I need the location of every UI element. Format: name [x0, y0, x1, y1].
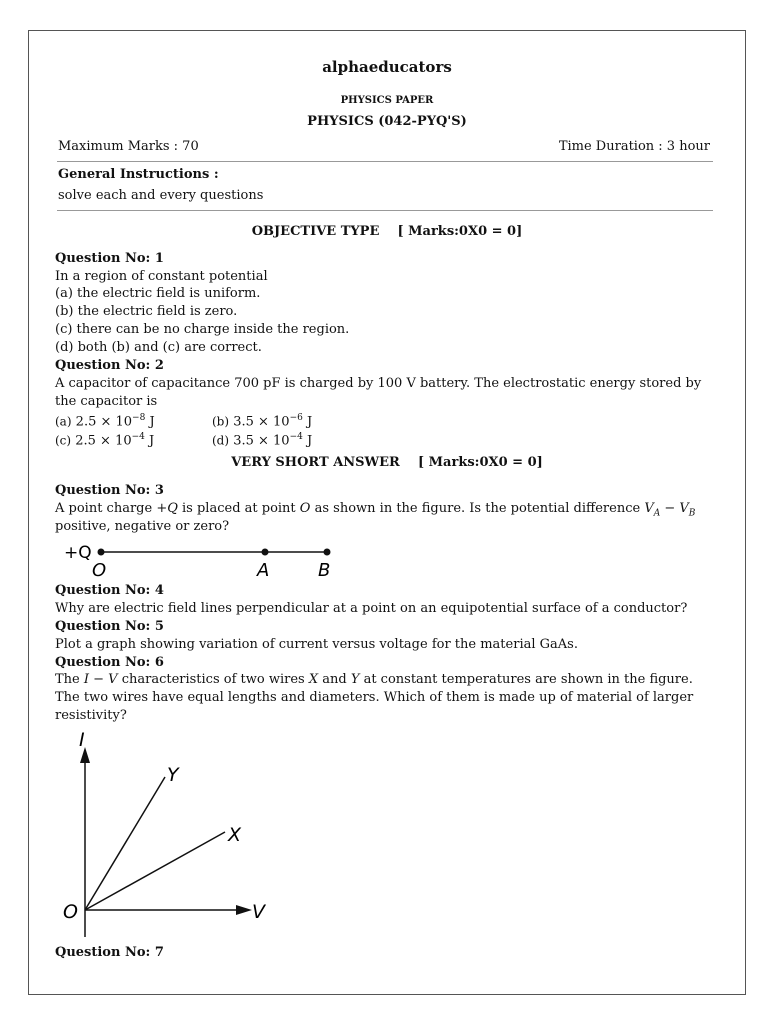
- option-label: (c): [55, 433, 72, 448]
- instructions-heading: General Instructions :: [58, 167, 219, 182]
- point-o-dot: [98, 549, 105, 556]
- v-axis-arrow-icon: [236, 905, 252, 915]
- option-unit: J: [144, 433, 155, 449]
- question-label: Question No: 5: [55, 619, 164, 634]
- line-x: [85, 832, 225, 910]
- math-va: V: [644, 501, 654, 516]
- max-marks: Maximum Marks : 70: [58, 139, 199, 154]
- option-unit: J: [302, 414, 313, 430]
- section-marks: [ Marks:0X0 = 0]: [417, 455, 543, 470]
- line-y: [85, 777, 165, 910]
- question-label: Question No: 3: [55, 483, 164, 498]
- math-vb: V: [679, 501, 689, 516]
- question-text: resistivity?: [55, 708, 127, 723]
- question-text: Why are electric field lines perpendicular at a point on an equipotential surface of a conductor?: [55, 601, 688, 616]
- text-fragment: is placed at point: [177, 501, 300, 516]
- section-marks: [ Marks:0X0 = 0]: [397, 224, 523, 239]
- question-label: Question No: 7: [55, 945, 164, 960]
- fig-o-label: O: [63, 901, 78, 923]
- option-label: (b): [212, 414, 230, 429]
- option-b: (b) the electric field is zero.: [55, 304, 238, 319]
- math-sub: B: [688, 508, 696, 519]
- paper-title: PHYSICS (042-PYQ'S): [307, 114, 467, 129]
- option-exponent: −4: [289, 432, 303, 442]
- section-title: VERY SHORT ANSWER: [231, 455, 400, 470]
- option-d: [212, 429, 312, 449]
- option-value: 2.5 × 10: [75, 433, 132, 449]
- fig-v-label: V: [252, 901, 265, 923]
- option-label: (d): [212, 433, 230, 448]
- time-duration: Time Duration : 3 hour: [558, 139, 710, 154]
- question-text: the capacitor is: [55, 394, 158, 409]
- question-text: Plot a graph showing variation of current versus voltage for the material GaAs.: [55, 637, 578, 652]
- question-text: positive, negative or zero?: [55, 519, 230, 534]
- fig-i-label: I: [79, 729, 85, 751]
- math-point: O: [299, 501, 311, 516]
- option-c: (c) there can be no charge inside the region.: [55, 322, 350, 337]
- text-fragment: and: [318, 672, 351, 687]
- question-label: Question No: 1: [55, 251, 164, 266]
- text-fragment: at constant temperatures are shown in the figure.: [359, 672, 693, 687]
- math-x: X: [308, 672, 319, 687]
- divider: [57, 161, 713, 162]
- iv-graph-figure: [55, 727, 285, 943]
- option-unit: J: [145, 414, 155, 430]
- section-very-short: [28, 455, 746, 470]
- option-value: 3.5 × 10: [233, 414, 290, 430]
- question-label: Question No: 2: [55, 358, 164, 373]
- fig-a-label: A: [257, 560, 270, 581]
- text-fragment: characteristics of two wires: [117, 672, 309, 687]
- math-charge: +Q: [156, 501, 178, 516]
- option-unit: J: [302, 433, 313, 449]
- fig-y-label: Y: [167, 764, 179, 786]
- option-exponent: −6: [289, 413, 303, 423]
- fig-o-label: O: [92, 560, 107, 581]
- charge-line-figure: [60, 538, 350, 584]
- question-label: Question No: 4: [55, 583, 164, 598]
- option-b: [212, 410, 312, 430]
- math-iv: I − V: [83, 672, 118, 687]
- text-fragment: A point charge: [55, 501, 157, 516]
- option-label: (a): [55, 414, 72, 429]
- option-a: [55, 410, 155, 430]
- option-c: [55, 429, 154, 449]
- institute-name: alphaeducators: [322, 58, 452, 76]
- point-b-dot: [324, 549, 331, 556]
- math-sub: A: [653, 508, 661, 519]
- section-objective: [28, 224, 746, 239]
- option-a: (a) the electric field is uniform.: [55, 286, 261, 301]
- question-label: Question No: 6: [55, 655, 164, 670]
- question-text: [55, 671, 693, 688]
- fig-charge-label: +Q: [64, 543, 92, 563]
- paper-label: PHYSICS PAPER: [340, 95, 434, 106]
- fig-b-label: B: [318, 560, 331, 581]
- option-value: 3.5 × 10: [233, 433, 290, 449]
- section-title: OBJECTIVE TYPE: [251, 224, 380, 239]
- math-y: Y: [350, 672, 360, 687]
- instructions-text: solve each and every questions: [58, 188, 264, 203]
- option-exponent: −8: [132, 413, 146, 423]
- option-value: 2.5 × 10: [75, 414, 133, 430]
- question-text: A capacitor of capacitance 700 pF is charged by 100 V battery. The electrostatic energy stored by: [55, 376, 702, 391]
- divider: [57, 210, 713, 211]
- question-text: The two wires have equal lengths and diameters. Which of them is made up of material of larger: [55, 690, 694, 705]
- option-exponent: −4: [131, 432, 145, 442]
- question-text: In a region of constant potential: [55, 269, 268, 284]
- text-fragment: as shown in the figure. Is the potential difference: [310, 501, 645, 516]
- option-d: (d) both (b) and (c) are correct.: [55, 340, 262, 355]
- fig-x-label: X: [228, 824, 242, 846]
- math-minus: −: [660, 501, 680, 516]
- point-a-dot: [262, 549, 269, 556]
- text-fragment: The: [55, 672, 84, 687]
